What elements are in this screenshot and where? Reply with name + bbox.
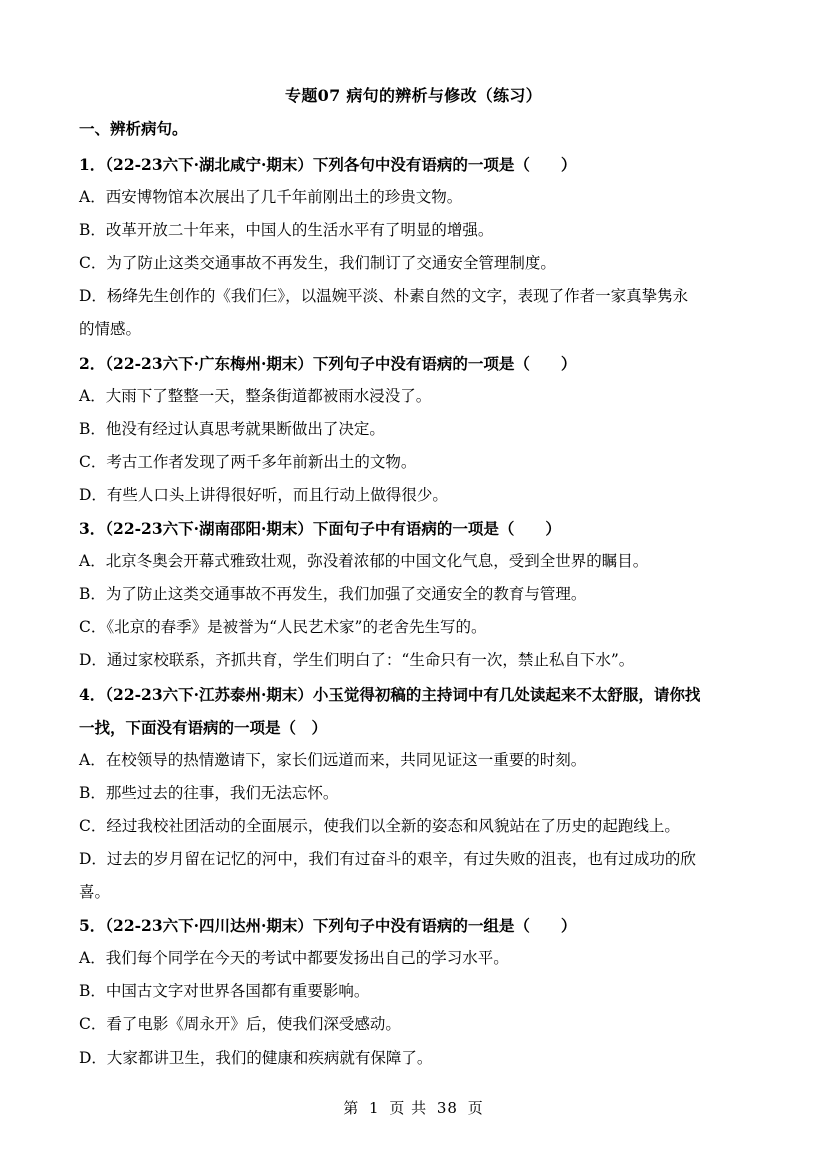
- answer-option-line: C．为了防止这类交通事故不再发生，我们制订了交通安全管理制度。: [79, 254, 556, 273]
- question-stem-line: 2．（22-23六下·广东梅州·期末）下列句子中没有语病的一项是（ ）: [79, 353, 577, 373]
- page-footer: [0, 1097, 827, 1119]
- answer-option-line: C．经过我校社团活动的全面展示，使我们以全新的姿态和风貌站在了历史的起跑线上。: [79, 816, 680, 835]
- answer-option: [79, 446, 749, 479]
- answer-option-line: A．我们每个同学在今天的考试中都要发扬出自己的学习水平。: [79, 949, 509, 968]
- answer-option-line: C．考古工作者发现了两千多年前新出土的文物。: [79, 452, 417, 471]
- answer-option-line: C．看了电影《周永开》后，使我们深受感动。: [79, 1015, 401, 1034]
- answer-option: [79, 810, 749, 843]
- answer-option: [79, 1008, 749, 1041]
- answer-option: [79, 942, 749, 975]
- question-stem-line: 1．（22-23六下·湖北咸宁·期末）下列各句中没有语病的一项是（ ）: [79, 155, 577, 174]
- answer-option: [79, 1042, 749, 1075]
- answer-option-line: B．改革开放二十年来，中国人的生活水平有了明显的增强。: [79, 221, 494, 240]
- answer-option: [79, 843, 749, 909]
- answer-option: [79, 181, 749, 214]
- answer-option-line: D．过去的岁月留在记忆的河中，我们有过奋斗的艰辛，有过失败的沮丧，也有过成功的欣: [79, 849, 696, 868]
- answer-option-line: A．在校领导的热情邀请下，家长们远道而来，共同见证这一重要的时刻。: [79, 750, 587, 769]
- section-heading: 一、辨析病句。: [79, 119, 188, 138]
- answer-option-line: B．为了防止这类交通事故不再发生，我们加强了交通安全的教育与管理。: [79, 585, 587, 604]
- answer-option: [79, 380, 749, 413]
- answer-option: [79, 413, 749, 446]
- question-stem: [79, 347, 749, 380]
- answer-option-line: A．北京冬奥会开幕式雅致壮观，弥没着浓郁的中国文化气息，受到全世界的瞩目。: [79, 552, 649, 571]
- footer-prefix: 第: [343, 1099, 360, 1117]
- answer-option-line: 的情感。: [79, 320, 142, 339]
- question-list: [79, 148, 749, 1075]
- question-stem: [79, 909, 749, 942]
- footer-current-page: 1: [369, 1099, 380, 1117]
- answer-option: [79, 578, 749, 611]
- question-stem-line: 5．（22-23六下·四川达州·期末）下列句子中没有语病的一组是（ ）: [79, 916, 577, 936]
- question-stem: [79, 512, 749, 545]
- footer-suffix: 页: [467, 1099, 484, 1117]
- footer-total-pages: 38: [436, 1099, 458, 1117]
- answer-option-line: D．杨绛先生创作的《我们仨》，以温婉平淡、朴素自然的文字，表现了作者一家真挚隽永: [79, 287, 689, 306]
- answer-option-line: B．他没有经过认真思考就果断做出了决定。: [79, 419, 385, 438]
- answer-option: [79, 611, 749, 644]
- answer-option-line: 喜。: [79, 883, 111, 902]
- footer-middle: 页 共: [389, 1099, 428, 1117]
- answer-option-line: A．大雨下了整整一天，整条街道都被雨水浸没了。: [79, 386, 432, 405]
- question-stem: [79, 678, 749, 744]
- answer-option: [79, 644, 749, 677]
- answer-option: [79, 214, 749, 247]
- question-stem-line: 4．（22-23六下·江苏泰州·期末）小玉觉得初稿的主持词中有几处读起来不太舒服，请你找: [79, 684, 701, 704]
- answer-option-line: D．大家都讲卫生，我们的健康和疾病就有保障了。: [79, 1048, 433, 1067]
- answer-option: [79, 479, 749, 512]
- question-stem-line: 一找，下面没有语病的一项是（ ）: [79, 717, 328, 737]
- answer-option-line: C．《北京的春季》是被誉为“人民艺术家”的老舍先生写的。: [79, 618, 487, 637]
- answer-option: [79, 777, 749, 810]
- answer-option: [79, 545, 749, 578]
- question-stem: [79, 148, 749, 181]
- answer-option-line: B．中国古文字对世界各国都有重要影响。: [79, 982, 370, 1001]
- answer-option: [79, 975, 749, 1008]
- answer-option-line: D．通过家校联系，齐抓共育，学生们明白了：“生命只有一次，禁止私自下水”。: [79, 651, 635, 670]
- answer-option-line: B．那些过去的往事，我们无法忘怀。: [79, 783, 339, 802]
- answer-option-line: A．西安博物馆本次展出了几千年前刚出土的珍贵文物。: [79, 188, 463, 207]
- document-title: 专题07 病句的辨析与修改（练习）: [285, 86, 542, 105]
- answer-option: [79, 247, 749, 280]
- answer-option: [79, 280, 749, 346]
- question-stem-line: 3．（22-23六下·湖南邵阳·期末）下面句子中有语病的一项是（ ）: [79, 519, 561, 539]
- answer-option: [79, 744, 749, 777]
- answer-option-line: D．有些人口头上讲得很好听，而且行动上做得很少。: [79, 485, 448, 504]
